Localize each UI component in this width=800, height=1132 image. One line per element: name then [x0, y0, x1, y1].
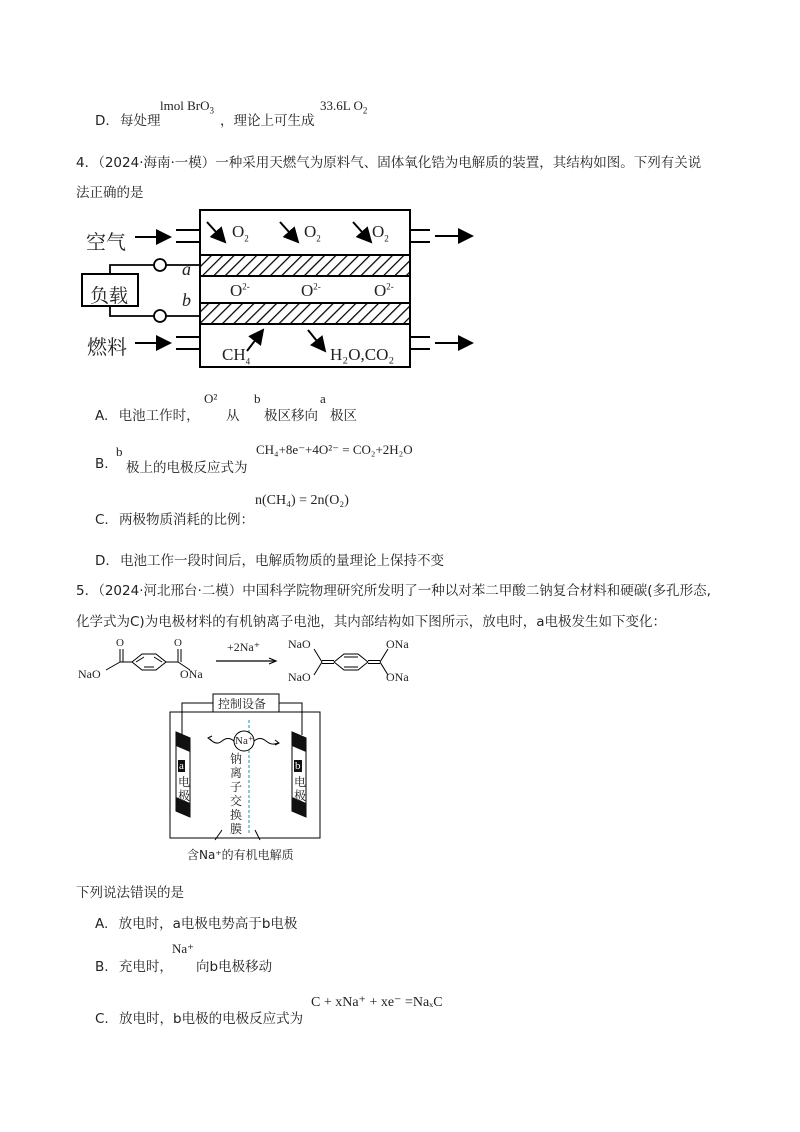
label-membrane-2: 离 — [230, 766, 243, 780]
electrode-a — [200, 255, 410, 276]
label-a: a — [182, 259, 191, 279]
option-label: D. — [95, 113, 110, 129]
question-source: （2024·河北邢台·二模） — [98, 583, 243, 599]
group-ona-left: ONa — [180, 667, 203, 681]
formula-b-electrode: CH₄+8e⁻+4O²⁻ = CO₂+2H₂O — [256, 442, 413, 457]
q5-option-a: A. 放电时，a电极电势高于b电极 — [95, 916, 298, 932]
label-oxide-ion-1: $O^{2-}$ — [230, 281, 250, 300]
reaction-arrow-label: +2Na⁺ — [227, 640, 261, 654]
atom-o-left: O — [116, 637, 124, 649]
label-b-electrode-char1: 电 — [294, 775, 307, 789]
label-a-electrode-char2: 极 — [178, 789, 191, 803]
label-load: 负载 — [90, 285, 129, 307]
group-nao-left: NaO — [78, 667, 101, 681]
label-products: H₂O,CO₂ — [330, 345, 395, 364]
group-nao-bottom: NaO — [288, 670, 311, 684]
group-ona-bottom: ONa — [386, 670, 409, 684]
label-fuel: 燃料 — [87, 335, 127, 359]
q4-stem-line1 — [76, 151, 701, 171]
q3-option-d — [95, 109, 160, 129]
question-source: （2024·海南·一模） — [98, 155, 216, 171]
label-a-electrode-letter: a — [179, 760, 184, 772]
q4-option-b: B. — [95, 456, 109, 472]
group-ona-top: ONa — [386, 637, 409, 651]
fuel-cell-diagram — [80, 205, 480, 375]
option-text: 每处理 — [119, 113, 161, 129]
question-number: 4． — [76, 155, 99, 171]
q5-stem-line1 — [76, 579, 711, 599]
label-b-electrode-char2: 极 — [294, 789, 307, 803]
label-oxide-ion-2: $O^{2-}$ — [301, 281, 321, 300]
q4-option-d: D. 电池工作一段时间后，电解质物质的量理论上保持不变 — [95, 553, 444, 569]
label-oxide-ion-3: $O^{2-}$ — [374, 281, 394, 300]
question-number: 5． — [76, 583, 99, 599]
q4-option-a: A. 电池工作时， — [95, 408, 200, 424]
label-o2-2: $O_2$ — [304, 222, 321, 244]
label-membrane-5: 换 — [230, 808, 243, 822]
formula-oxide-ion: O² — [204, 391, 218, 406]
label-o2-3: $O_2$ — [372, 222, 389, 244]
formula-o2-volume: 33.6L $O_2$ — [320, 98, 368, 116]
terminal-a — [154, 259, 166, 271]
formula-na-ion: Na⁺ — [172, 941, 195, 956]
formula-brO3: lmol BrO$_3$ — [160, 98, 214, 116]
label-membrane-4: 交 — [230, 794, 243, 808]
label-na-ion: Na⁺ — [235, 735, 254, 747]
label-a-electrode-char1: 电 — [178, 775, 191, 789]
formula-ratio: n(CH₄) = 2n(O₂) — [255, 493, 349, 508]
label-membrane-6: 膜 — [230, 822, 243, 836]
label-b: b — [182, 290, 191, 310]
q4-stem-line2: 法正确的是 — [76, 185, 144, 201]
label-electrolyte: 含Na⁺的有机电解质 — [187, 848, 294, 862]
label-ch4: $CH_4$ — [222, 345, 251, 367]
q5-option-b: B. 充电时， — [95, 959, 173, 975]
q5-stem-line2: 化学式为C)为电极材料的有机钠离子电池，其内部结构如下图所示，放电时，a电极发生如下变化： — [76, 614, 666, 630]
question-stem: 一种采用天燃气为原料气、固体氧化锆为电解质的装置，其结构如图。下列有关说 — [215, 155, 702, 171]
label-b-electrode-letter: b — [295, 760, 301, 772]
label-control-device: 控制设备 — [218, 697, 267, 711]
option-text-2: ，理论上可生成 — [220, 113, 315, 129]
q5-question: 下列说法错误的是 — [76, 885, 184, 901]
label-membrane-1: 钠 — [230, 752, 243, 766]
q4-option-c: C. 两极物质消耗的比例： — [95, 512, 255, 528]
atom-o-right: O — [174, 637, 182, 649]
formula-b-electrode-reaction: C + xNa⁺ + xe⁻ =NaₓC — [311, 995, 443, 1010]
label-membrane-3: 子 — [230, 780, 243, 794]
label-air: 空气 — [86, 230, 126, 254]
question-stem: 中国科学院物理研究所发明了一种以对苯二甲酸二钠复合材料和硬碳(多孔形态, — [242, 583, 711, 599]
label-o2-1: $O_2$ — [232, 222, 249, 244]
electrode-b — [200, 303, 410, 324]
q5-option-c: C. 放电时，b电极的电极反应式为 — [95, 1011, 304, 1027]
terminal-b — [154, 310, 166, 322]
group-nao-top: NaO — [288, 637, 311, 651]
